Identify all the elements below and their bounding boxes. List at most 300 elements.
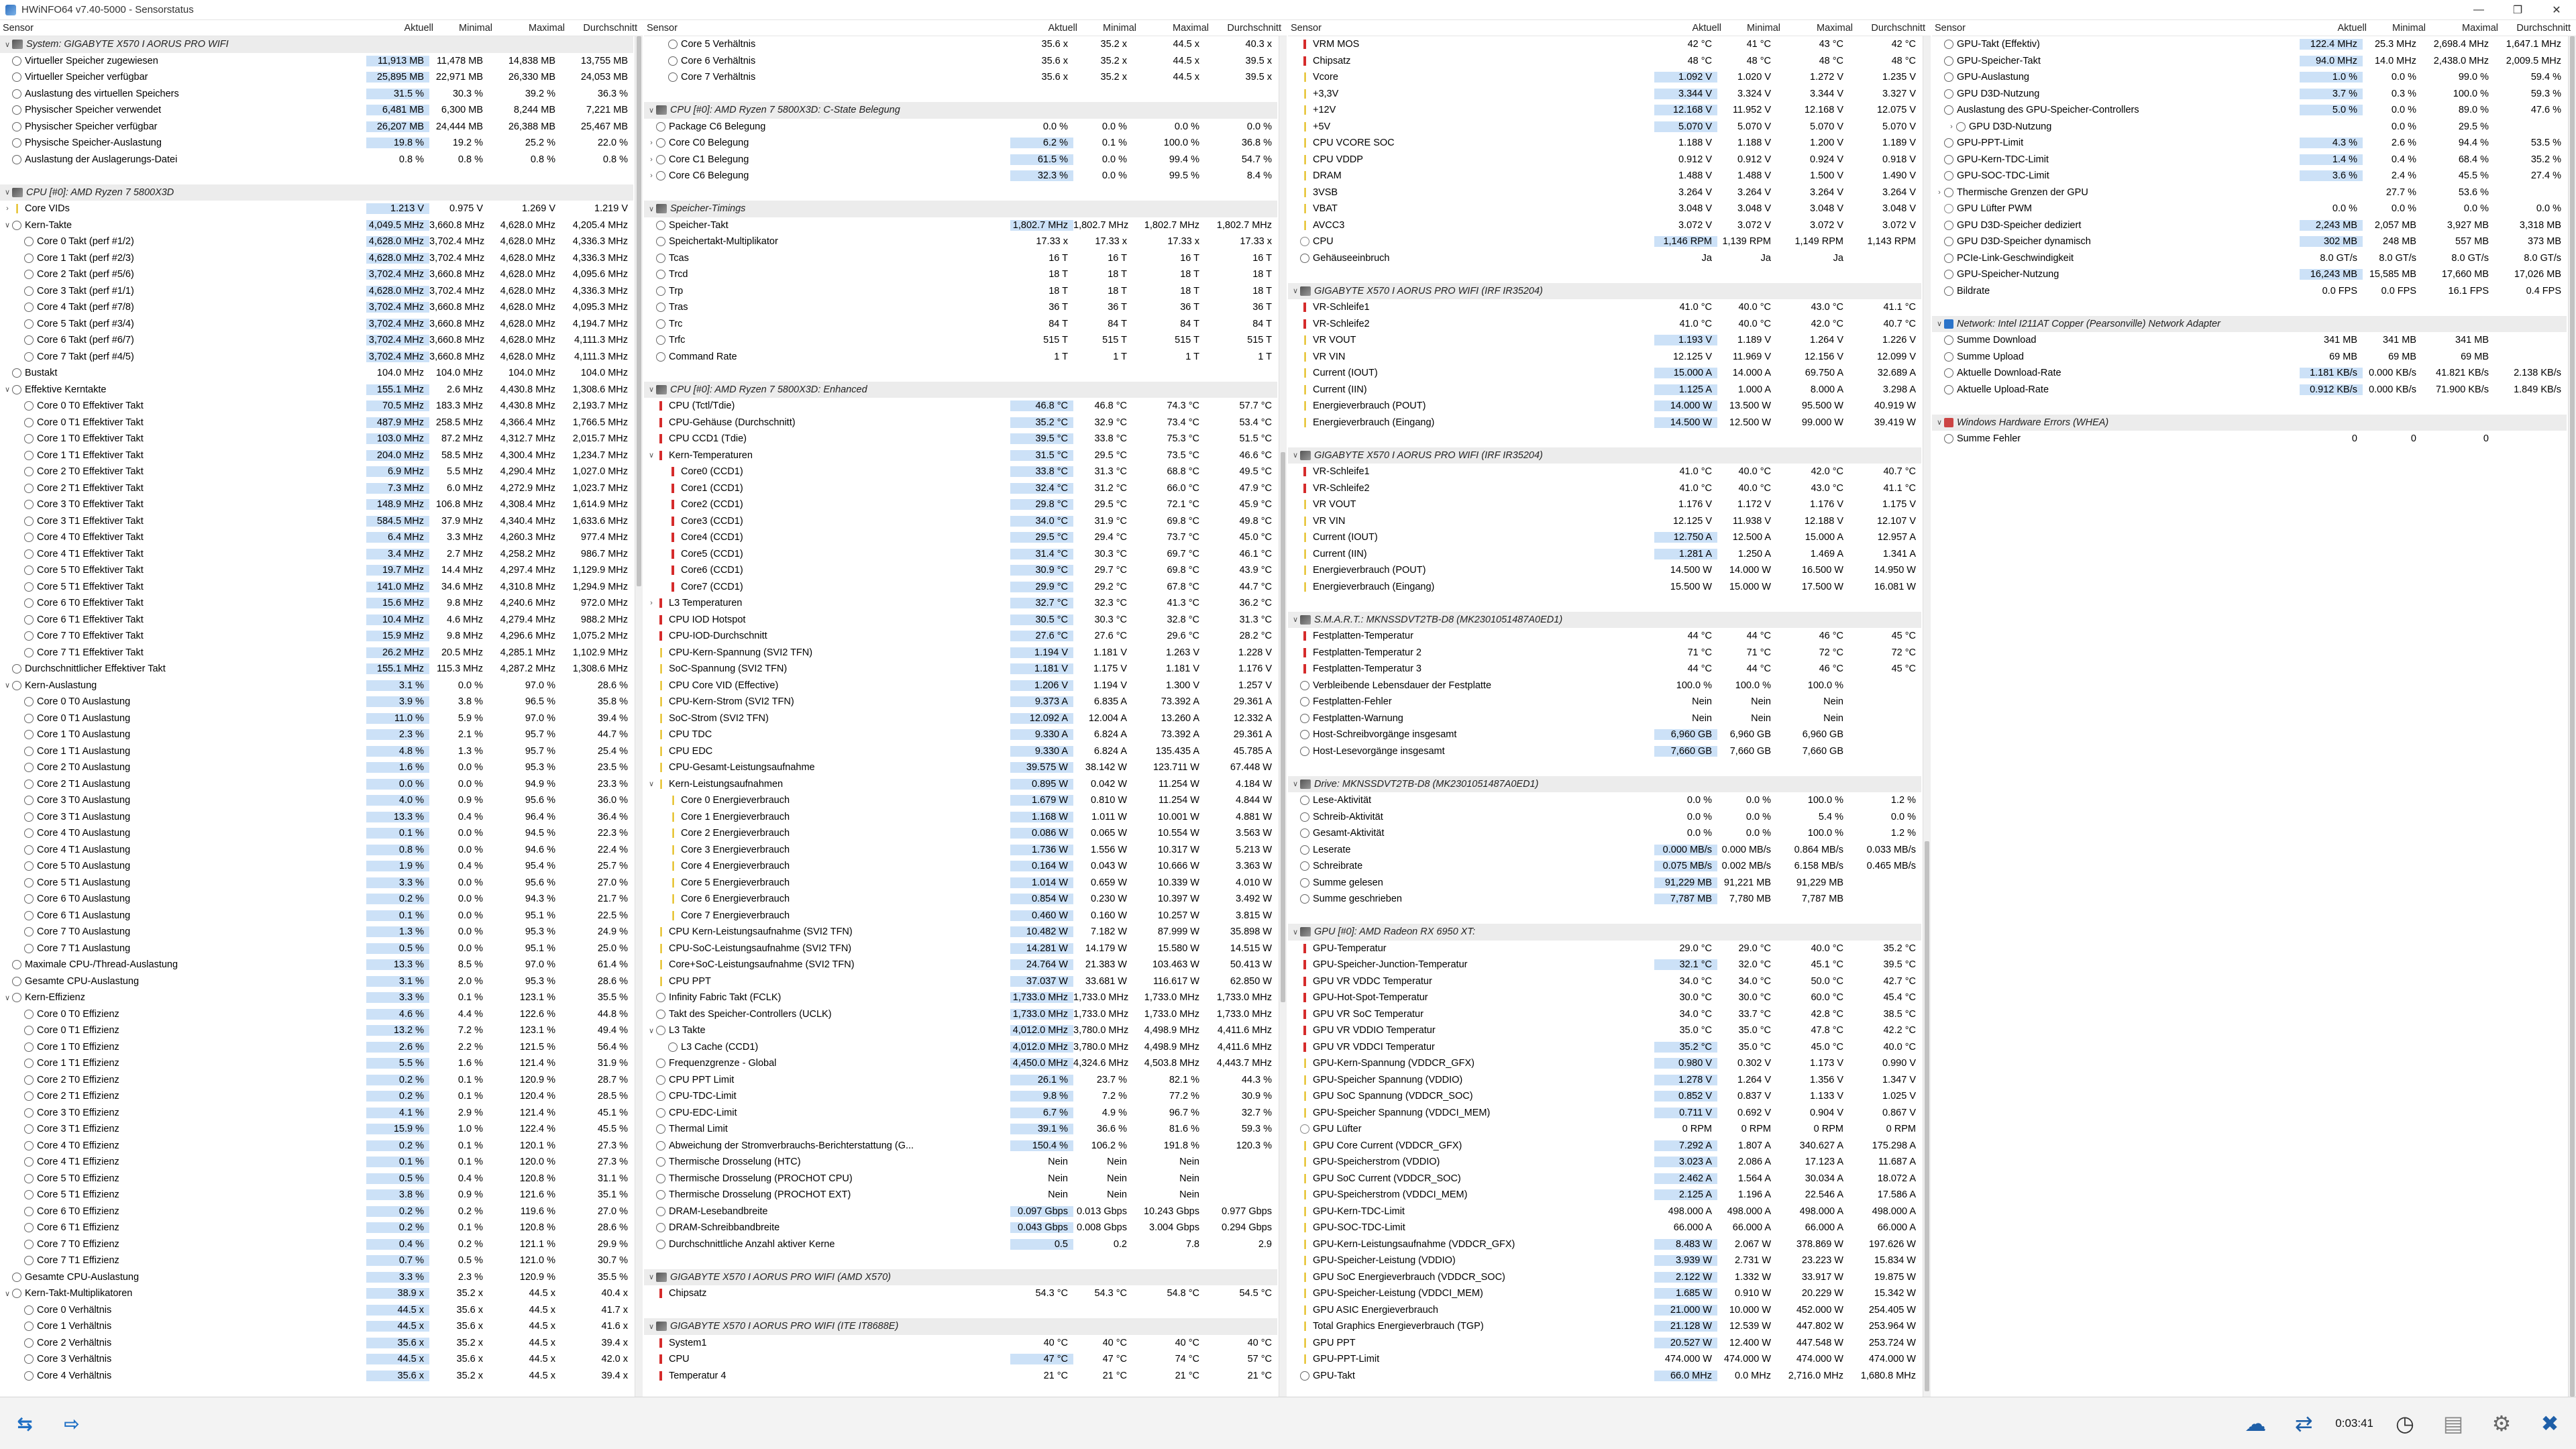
collapse-chevron-icon[interactable]: ∨: [4, 386, 11, 394]
sensor-row[interactable]: [644, 1220, 1277, 1236]
sensor-row[interactable]: [0, 447, 633, 464]
clock-icon[interactable]: ◷: [2396, 1411, 2414, 1436]
expand-chevron-icon[interactable]: ›: [650, 172, 653, 180]
sensor-row[interactable]: [0, 480, 633, 497]
sensor-row[interactable]: [0, 759, 633, 776]
sensor-row[interactable]: [644, 776, 1277, 793]
sensor-row[interactable]: [1288, 1121, 1921, 1138]
sensor-row[interactable]: [0, 283, 633, 300]
collapse-chevron-icon[interactable]: ∨: [1292, 928, 1299, 936]
sensor-row[interactable]: [644, 349, 1277, 366]
sensor-row[interactable]: [0, 1252, 633, 1269]
collapse-chevron-icon[interactable]: ∨: [4, 994, 11, 1002]
sensor-row[interactable]: [1288, 316, 1921, 333]
sensor-row[interactable]: [1288, 529, 1921, 546]
column-header-sensor[interactable]: Sensor: [1291, 22, 1322, 34]
vertical-scrollbar[interactable]: [1279, 36, 1287, 1397]
sensor-row[interactable]: [0, 924, 633, 941]
sensor-row[interactable]: [0, 201, 633, 217]
sensor-row[interactable]: [1932, 86, 2567, 103]
sensor-row[interactable]: [0, 908, 633, 924]
sensor-row[interactable]: [0, 1335, 633, 1352]
restore-button[interactable]: ❐: [2512, 5, 2523, 16]
sensor-row[interactable]: [1288, 184, 1921, 201]
column-header-current[interactable]: Aktuell: [1692, 22, 1721, 34]
sensor-row[interactable]: [1932, 53, 2567, 70]
sensor-row[interactable]: [1932, 201, 2567, 217]
sensor-row[interactable]: [644, 595, 1277, 612]
sensor-row[interactable]: [644, 496, 1277, 513]
sensor-row[interactable]: [0, 858, 633, 875]
collapse-chevron-icon[interactable]: ∨: [1936, 320, 1943, 329]
sensor-row[interactable]: [644, 447, 1277, 464]
sensor-row[interactable]: [1288, 299, 1921, 316]
sensor-group-header[interactable]: [0, 36, 633, 53]
sensor-row[interactable]: [0, 825, 633, 842]
sensor-row[interactable]: [1932, 250, 2567, 267]
sensor-row[interactable]: [0, 496, 633, 513]
sensor-group-header[interactable]: [1932, 415, 2567, 431]
sensor-row[interactable]: [0, 1351, 633, 1368]
sensor-row[interactable]: [644, 1351, 1277, 1368]
sensor-row[interactable]: [0, 694, 633, 710]
sensor-row[interactable]: [1932, 332, 2567, 349]
sensor-row[interactable]: [0, 53, 633, 70]
sensor-row[interactable]: [644, 168, 1277, 184]
sensor-row[interactable]: [0, 349, 633, 366]
column-header-sensor[interactable]: Sensor: [3, 22, 34, 34]
sensor-row[interactable]: [0, 464, 633, 480]
collapse-chevron-icon[interactable]: ∨: [648, 1322, 655, 1331]
collapse-chevron-icon[interactable]: ∨: [4, 40, 11, 49]
vertical-scrollbar[interactable]: [2568, 36, 2576, 1397]
sensor-row[interactable]: [644, 989, 1277, 1006]
sensor-row[interactable]: [1288, 1022, 1921, 1039]
sensor-row[interactable]: [1288, 1220, 1921, 1236]
sensor-row[interactable]: [1288, 496, 1921, 513]
network-icon[interactable]: ☁: [2245, 1411, 2267, 1436]
sensor-row[interactable]: [644, 299, 1277, 316]
sensor-row[interactable]: [644, 1138, 1277, 1155]
sensor-row[interactable]: [0, 612, 633, 629]
sensor-row[interactable]: [1932, 102, 2567, 119]
sensor-row[interactable]: [1288, 1302, 1921, 1319]
sensor-row[interactable]: [644, 875, 1277, 892]
sensor-row[interactable]: [0, 809, 633, 826]
column-header-avg[interactable]: Durchschnitt: [2516, 22, 2571, 34]
sensor-row[interactable]: [644, 628, 1277, 645]
sensor-row[interactable]: [1932, 365, 2567, 382]
sensor-row[interactable]: [1932, 69, 2567, 86]
sensor-row[interactable]: [0, 217, 633, 234]
sensor-row[interactable]: [644, 1203, 1277, 1220]
column-header-max[interactable]: Maximal: [1817, 22, 1853, 34]
sensor-row[interactable]: [644, 1055, 1277, 1072]
sensor-row[interactable]: [1288, 250, 1921, 267]
sensor-row[interactable]: [1288, 661, 1921, 678]
sensor-row[interactable]: [0, 398, 633, 415]
collapse-chevron-icon[interactable]: ∨: [648, 780, 655, 789]
sensor-row[interactable]: [1288, 217, 1921, 234]
sensor-row[interactable]: [0, 941, 633, 957]
sensor-row[interactable]: [1288, 1006, 1921, 1023]
sensor-row[interactable]: [1288, 809, 1921, 826]
collapse-chevron-icon[interactable]: ∨: [1936, 419, 1943, 427]
sensor-row[interactable]: [1288, 1252, 1921, 1269]
sensor-row[interactable]: [1288, 1203, 1921, 1220]
sensor-row[interactable]: [0, 1318, 633, 1335]
sensor-row[interactable]: [644, 135, 1277, 152]
sensor-row[interactable]: [0, 365, 633, 382]
sensor-row[interactable]: [644, 1022, 1277, 1039]
sensor-row[interactable]: [0, 1171, 633, 1187]
column-header-sensor[interactable]: Sensor: [647, 22, 678, 34]
sensor-row[interactable]: [0, 382, 633, 398]
sensor-row[interactable]: [644, 825, 1277, 842]
sensor-row[interactable]: [1932, 36, 2567, 53]
sensor-row[interactable]: [0, 579, 633, 596]
sensor-row[interactable]: [0, 299, 633, 316]
sensor-row[interactable]: [0, 1154, 633, 1171]
sensor-row[interactable]: [0, 989, 633, 1006]
sensor-row[interactable]: [644, 1171, 1277, 1187]
sensor-row[interactable]: [644, 842, 1277, 859]
sensor-row[interactable]: [644, 924, 1277, 941]
sensor-group-header[interactable]: [644, 382, 1277, 398]
sensor-row[interactable]: [0, 152, 633, 168]
minimize-button[interactable]: —: [2473, 4, 2484, 15]
sensor-row[interactable]: [644, 858, 1277, 875]
sensor-row[interactable]: [1288, 546, 1921, 563]
sensor-row[interactable]: [1288, 332, 1921, 349]
sensor-row[interactable]: [0, 1302, 633, 1319]
sensor-row[interactable]: [1288, 562, 1921, 579]
sensor-row[interactable]: [1288, 1055, 1921, 1072]
sensor-row[interactable]: [1288, 464, 1921, 480]
sensor-row[interactable]: [0, 316, 633, 333]
expand-chevron-icon[interactable]: ›: [650, 155, 653, 164]
sensor-row[interactable]: [1288, 1318, 1921, 1335]
sensor-row[interactable]: [644, 1368, 1277, 1385]
sensor-row[interactable]: [1288, 415, 1921, 431]
sensor-group-header[interactable]: [1288, 447, 1921, 464]
sensor-group-header[interactable]: [644, 201, 1277, 217]
sensor-row[interactable]: [1288, 989, 1921, 1006]
sensor-row[interactable]: [644, 694, 1277, 710]
collapse-chevron-icon[interactable]: ∨: [648, 386, 655, 394]
sensor-row[interactable]: [0, 562, 633, 579]
sensor-row[interactable]: [1288, 513, 1921, 530]
sensor-row[interactable]: [0, 1368, 633, 1385]
sensor-row[interactable]: [0, 332, 633, 349]
sensor-row[interactable]: [0, 102, 633, 119]
sensor-row[interactable]: [1932, 349, 2567, 366]
sensor-group-header[interactable]: [644, 102, 1277, 119]
column-header-min[interactable]: Minimal: [459, 22, 492, 34]
sensor-row[interactable]: [0, 1220, 633, 1236]
column-header-max[interactable]: Maximal: [2462, 22, 2498, 34]
arrow-left-right-icon[interactable]: ⇆: [17, 1413, 33, 1434]
sensor-row[interactable]: [0, 710, 633, 727]
column-header-avg[interactable]: Durchschnitt: [1871, 22, 1925, 34]
column-header-min[interactable]: Minimal: [1103, 22, 1136, 34]
sensor-row[interactable]: [0, 1006, 633, 1023]
sensor-row[interactable]: [0, 628, 633, 645]
sensor-row[interactable]: [0, 135, 633, 152]
sensor-row[interactable]: [1288, 973, 1921, 990]
sensor-row[interactable]: [644, 973, 1277, 990]
sensor-row[interactable]: [0, 842, 633, 859]
sensor-row[interactable]: [1288, 382, 1921, 398]
sensor-row[interactable]: [1288, 1105, 1921, 1122]
sensor-row[interactable]: [644, 283, 1277, 300]
sensor-row[interactable]: [1288, 694, 1921, 710]
scrollbar-thumb[interactable]: [637, 36, 641, 586]
sensor-row[interactable]: [0, 546, 633, 563]
sensor-row[interactable]: [1288, 86, 1921, 103]
sensor-row[interactable]: [0, 661, 633, 678]
sensor-row[interactable]: [1288, 1285, 1921, 1302]
collapse-chevron-icon[interactable]: ∨: [4, 682, 11, 690]
sensor-row[interactable]: [1288, 743, 1921, 760]
sensor-row[interactable]: [0, 891, 633, 908]
sensor-row[interactable]: [644, 645, 1277, 661]
collapse-chevron-icon[interactable]: ∨: [1292, 780, 1299, 789]
sensor-row[interactable]: [644, 579, 1277, 596]
sensor-row[interactable]: [644, 513, 1277, 530]
sensor-row[interactable]: [0, 1121, 633, 1138]
sensor-row[interactable]: [644, 464, 1277, 480]
sensor-row[interactable]: [644, 36, 1277, 53]
sensor-row[interactable]: [644, 1154, 1277, 1171]
sensor-row[interactable]: [644, 69, 1277, 86]
sensor-row[interactable]: [644, 217, 1277, 234]
sensor-row[interactable]: [644, 678, 1277, 694]
sensor-row[interactable]: [0, 776, 633, 793]
sensor-row[interactable]: [0, 1236, 633, 1253]
sensor-row[interactable]: [1288, 1138, 1921, 1155]
sensor-row[interactable]: [644, 908, 1277, 924]
scrollbar-thumb[interactable]: [2570, 36, 2575, 1397]
sensor-row[interactable]: [644, 792, 1277, 809]
sensor-group-header[interactable]: [1932, 316, 2567, 333]
sensor-group-header[interactable]: [1288, 924, 1921, 941]
collapse-chevron-icon[interactable]: ∨: [648, 1273, 655, 1282]
sensor-row[interactable]: [0, 1203, 633, 1220]
sensor-row[interactable]: [1288, 941, 1921, 957]
sensor-row[interactable]: [0, 973, 633, 990]
sensor-row[interactable]: [0, 1187, 633, 1203]
sensor-row[interactable]: [1288, 891, 1921, 908]
sensor-row[interactable]: [644, 891, 1277, 908]
sensor-row[interactable]: [1288, 957, 1921, 973]
sensor-row[interactable]: [1288, 1351, 1921, 1368]
sensor-row[interactable]: [0, 595, 633, 612]
sensor-row[interactable]: [644, 759, 1277, 776]
sensor-row[interactable]: [1288, 152, 1921, 168]
sensor-row[interactable]: [0, 431, 633, 447]
sensor-row[interactable]: [1288, 875, 1921, 892]
sensor-row[interactable]: [1288, 1154, 1921, 1171]
sensor-row[interactable]: [644, 1105, 1277, 1122]
sensor-row[interactable]: [0, 1039, 633, 1056]
sensor-row[interactable]: [0, 645, 633, 661]
sensor-row[interactable]: [1288, 1269, 1921, 1286]
sensor-group-header[interactable]: [0, 184, 633, 201]
report-icon[interactable]: ▤: [2443, 1411, 2464, 1436]
sensor-row[interactable]: [1932, 152, 2567, 168]
settings-icon[interactable]: ⚙: [2491, 1411, 2512, 1436]
sensor-row[interactable]: [1932, 119, 2567, 136]
sensor-row[interactable]: [1932, 266, 2567, 283]
sensor-row[interactable]: [1288, 69, 1921, 86]
collapse-chevron-icon[interactable]: ∨: [4, 221, 11, 230]
sensor-row[interactable]: [644, 743, 1277, 760]
sensor-row[interactable]: [644, 1072, 1277, 1089]
vertical-scrollbar[interactable]: [635, 36, 643, 1397]
sensor-row[interactable]: [644, 562, 1277, 579]
sensor-row[interactable]: [644, 1187, 1277, 1203]
sensor-row[interactable]: [644, 119, 1277, 136]
column-header-sensor[interactable]: Sensor: [1935, 22, 1966, 34]
sensor-row[interactable]: [1288, 201, 1921, 217]
sensor-row[interactable]: [0, 233, 633, 250]
sensor-row[interactable]: [1932, 168, 2567, 184]
sensor-row[interactable]: [1288, 678, 1921, 694]
collapse-chevron-icon[interactable]: ∨: [648, 205, 655, 213]
sensor-row[interactable]: [1288, 102, 1921, 119]
sensor-row[interactable]: [0, 1105, 633, 1122]
expand-chevron-icon[interactable]: ›: [1950, 122, 1953, 131]
sensor-row[interactable]: [644, 957, 1277, 973]
sensor-row[interactable]: [0, 1055, 633, 1072]
sensor-row[interactable]: [0, 743, 633, 760]
sensor-row[interactable]: [644, 152, 1277, 168]
sensor-row[interactable]: [1932, 233, 2567, 250]
sensor-row[interactable]: [644, 431, 1277, 447]
sensor-row[interactable]: [1932, 283, 2567, 300]
sensor-row[interactable]: [1932, 382, 2567, 398]
sensor-row[interactable]: [644, 332, 1277, 349]
column-header-avg[interactable]: Durchschnitt: [583, 22, 637, 34]
collapse-chevron-icon[interactable]: ∨: [4, 189, 11, 197]
sensor-row[interactable]: [1288, 119, 1921, 136]
sensor-row[interactable]: [1288, 628, 1921, 645]
sensor-row[interactable]: [644, 398, 1277, 415]
sensor-row[interactable]: [1288, 858, 1921, 875]
collapse-chevron-icon[interactable]: ∨: [4, 1289, 11, 1298]
sensor-row[interactable]: [1288, 365, 1921, 382]
sensor-row[interactable]: [644, 233, 1277, 250]
sensor-row[interactable]: [1288, 710, 1921, 727]
column-header-max[interactable]: Maximal: [529, 22, 565, 34]
close-icon[interactable]: ✖: [2540, 1411, 2559, 1436]
sensor-row[interactable]: [644, 809, 1277, 826]
sensor-row[interactable]: [1288, 168, 1921, 184]
sensor-row[interactable]: [1932, 135, 2567, 152]
sensor-row[interactable]: [644, 415, 1277, 431]
sensor-row[interactable]: [644, 710, 1277, 727]
sensor-group-header[interactable]: [1288, 776, 1921, 793]
sensor-row[interactable]: [0, 119, 633, 136]
sensor-row[interactable]: [1288, 1039, 1921, 1056]
sensor-row[interactable]: [1288, 645, 1921, 661]
sensor-row[interactable]: [0, 529, 633, 546]
sensor-row[interactable]: [644, 53, 1277, 70]
expand-chevron-icon[interactable]: ›: [1938, 188, 1941, 197]
collapse-chevron-icon[interactable]: ∨: [648, 106, 655, 115]
compare-icon[interactable]: ⇄: [2294, 1411, 2313, 1436]
close-window-button[interactable]: ✕: [2552, 5, 2561, 16]
sensor-row[interactable]: [644, 1335, 1277, 1352]
sensor-row[interactable]: [644, 546, 1277, 563]
sensor-row[interactable]: [644, 1006, 1277, 1023]
sensor-row[interactable]: [0, 250, 633, 267]
sensor-row[interactable]: [1932, 431, 2567, 447]
column-header-current[interactable]: Aktuell: [404, 22, 433, 34]
sensor-row[interactable]: [644, 316, 1277, 333]
column-header-min[interactable]: Minimal: [2392, 22, 2426, 34]
sensor-row[interactable]: [1288, 349, 1921, 366]
sensor-row[interactable]: [1288, 579, 1921, 596]
sensor-row[interactable]: [1288, 1236, 1921, 1253]
sensor-row[interactable]: [1288, 1335, 1921, 1352]
sensor-row[interactable]: [644, 1285, 1277, 1302]
sensor-row[interactable]: [1288, 1368, 1921, 1385]
sensor-group-header[interactable]: [644, 1269, 1277, 1286]
scrollbar-thumb[interactable]: [1925, 841, 1929, 1391]
sensor-row[interactable]: [1288, 398, 1921, 415]
sensor-row[interactable]: [1288, 727, 1921, 743]
sensor-row[interactable]: [0, 1088, 633, 1105]
sensor-row[interactable]: [644, 661, 1277, 678]
sensor-row[interactable]: [0, 678, 633, 694]
sensor-row[interactable]: [0, 69, 633, 86]
sensor-row[interactable]: [644, 529, 1277, 546]
sensor-group-header[interactable]: [1288, 283, 1921, 300]
sensor-row[interactable]: [1288, 135, 1921, 152]
vertical-scrollbar[interactable]: [1923, 36, 1931, 1397]
sensor-row[interactable]: [1288, 53, 1921, 70]
sensor-row[interactable]: [0, 1022, 633, 1039]
sensor-row[interactable]: [644, 1088, 1277, 1105]
collapse-chevron-icon[interactable]: ∨: [1292, 616, 1299, 625]
collapse-chevron-icon[interactable]: ∨: [648, 451, 655, 460]
sensor-row[interactable]: [0, 86, 633, 103]
sensor-row[interactable]: [1288, 233, 1921, 250]
collapse-chevron-icon[interactable]: ∨: [1292, 451, 1299, 460]
sensor-row[interactable]: [0, 957, 633, 973]
collapse-chevron-icon[interactable]: ∨: [1292, 287, 1299, 296]
sensor-row[interactable]: [644, 612, 1277, 629]
sensor-row[interactable]: [0, 266, 633, 283]
sensor-row[interactable]: [0, 727, 633, 743]
sensor-row[interactable]: [0, 1072, 633, 1089]
sensor-row[interactable]: [644, 250, 1277, 267]
sensor-row[interactable]: [1932, 217, 2567, 234]
sensor-row[interactable]: [1288, 1072, 1921, 1089]
sensor-row[interactable]: [1288, 792, 1921, 809]
expand-chevron-icon[interactable]: ›: [650, 139, 653, 148]
sensor-row[interactable]: [0, 1269, 633, 1286]
sensor-row[interactable]: [1288, 842, 1921, 859]
expand-chevron-icon[interactable]: ›: [650, 599, 653, 608]
sensor-row[interactable]: [644, 1121, 1277, 1138]
sensor-group-header[interactable]: [1288, 612, 1921, 629]
sensor-row[interactable]: [1288, 480, 1921, 497]
sensor-group-header[interactable]: [644, 1318, 1277, 1335]
column-header-avg[interactable]: Durchschnitt: [1227, 22, 1281, 34]
